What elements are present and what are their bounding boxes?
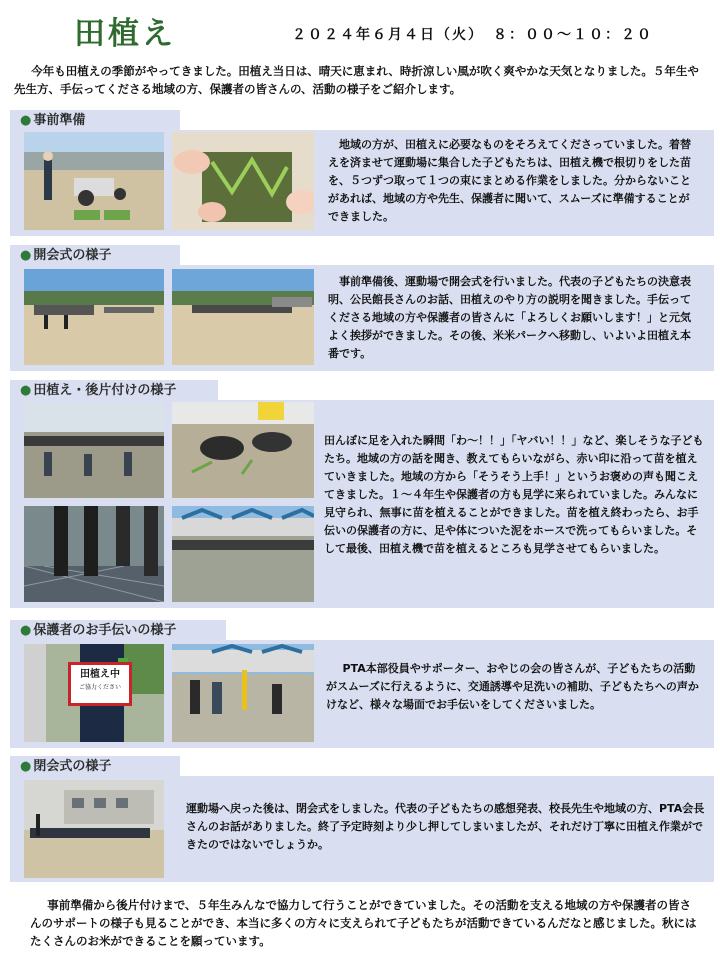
section-text: 運動場へ戻った後は、閉会式をしました。代表の子どもたちの感想発表、校長先生や地域の方、PTA会長さんのお話がありました。終了予定時刻より少し押してしまいましたが、それだけ丁寧に田植え作業ができたのではないでしょうか。 (186, 800, 706, 854)
photo-legs-in-mud (24, 506, 164, 602)
section-preparation (10, 110, 714, 236)
photo-paddy-finished (172, 506, 314, 602)
photo-rice-paddy-line (24, 402, 164, 498)
section-opening-ceremony (10, 245, 714, 371)
sign-line-1: 田植え中 (80, 669, 120, 680)
section-heading-label: 田植え・後片付けの様子 (33, 383, 177, 398)
bullet-icon: ● (20, 113, 32, 128)
bullet-icon: ● (20, 383, 32, 398)
photo-seedling-bundles (172, 132, 314, 230)
photo-planting-hands (172, 402, 314, 498)
photo-closing-ceremony (24, 780, 164, 878)
event-sign (68, 662, 132, 706)
section-text: PTA本部役員やサポーター、おやじの会の皆さんが、子どもたちの活動がスムーズに行えるように、交通誘導や足洗いの補助、子どもたちへの声かけなど、様々な場面でお手伝いをしてくださいました。 (326, 660, 702, 714)
photo-planting-machine (24, 132, 164, 230)
photo-ceremony-wide (24, 269, 164, 365)
section-text: 田んぼに足を入れた瞬間「わ～！！」「ヤバい！！」など、楽しそうな子どもたち。地域の方の話を聞き、教えてもらいながら、赤い印に沿って苗を植えていきました。地域の方から「そうそう上手！」というお褒めの声も聞こえてきました。１～４年生や保護者の方も見学に来られていました。みんなに見守られ、無事に苗を植えることができました。苗を植え終わったら、お手伝いの保護者の方に、足や体についた泥をホースで洗ってもらいました。そして最後、田植え機で苗を植えるところも見学させてもらいました。 (324, 432, 704, 558)
section-parent-help (10, 620, 714, 748)
section-heading-label: 開会式の様子 (33, 248, 112, 263)
section-heading-label: 事前準備 (33, 113, 86, 128)
page-title: 田植え (74, 16, 176, 52)
section-heading (10, 620, 226, 642)
section-heading-label: 保護者のお手伝いの様子 (33, 623, 177, 638)
closing-paragraph: 事前準備から後片付けまで、５年生みんなで協力して行うことができていました。その活動を支える地域の方や保護者の皆さんのサポートの様子も見ることができ、本当に多くの方々に支えられて子どもたちが活動できているんだなと感じました。秋にはたくさんのお米ができることを願っています。 (30, 898, 697, 948)
photo-traffic-guide (24, 644, 164, 742)
intro-paragraph: 今年も田植えの季節がやってきました。田植え当日は、晴天に恵まれ、時折涼しい風が吹く爽やかな天気となりました。５年生や先生方、手伝ってくださる地域の方、保護者の皆さんの、活動の様子をご紹介します。 (14, 64, 699, 96)
section-planting (10, 380, 714, 608)
section-heading (10, 110, 180, 132)
sign-line-2: ご協力ください (78, 684, 121, 691)
bullet-icon: ● (20, 248, 32, 263)
section-text: 地域の方が、田植えに必要なものをそろえてくださっていました。着替えを済ませて運動場に集合した子どもたちは、田植え機で根切りをした苗を、５つずつ取って１つの束にまとめる作業をしました。分からないことがあれば、地域の方や先生、保護者に聞いて、スムーズに準備することができました。 (328, 136, 700, 226)
bullet-icon: ● (20, 759, 32, 774)
event-date: ２０２４年６月４日（火） ８：００～１０：２０ (292, 27, 653, 43)
bullet-icon: ● (20, 623, 32, 638)
section-heading-label: 閉会式の様子 (33, 759, 112, 774)
photo-parents-field (172, 644, 314, 742)
section-closing-ceremony (10, 756, 714, 882)
section-heading (10, 756, 180, 778)
photo-ceremony-field (172, 269, 314, 365)
section-text: 事前準備後、運動場で開会式を行いました。代表の子どもたちの決意表明、公民館長さんのお話、田植えのやり方の説明を聞きました。手伝ってくださる地域の方や保護者の皆さんに「よろしくお願いします！」と元気よく挨拶ができました。その後、米米パークへ移動し、いよいよ田植え本番です。 (328, 273, 700, 363)
section-heading (10, 245, 180, 267)
section-heading (10, 380, 218, 402)
